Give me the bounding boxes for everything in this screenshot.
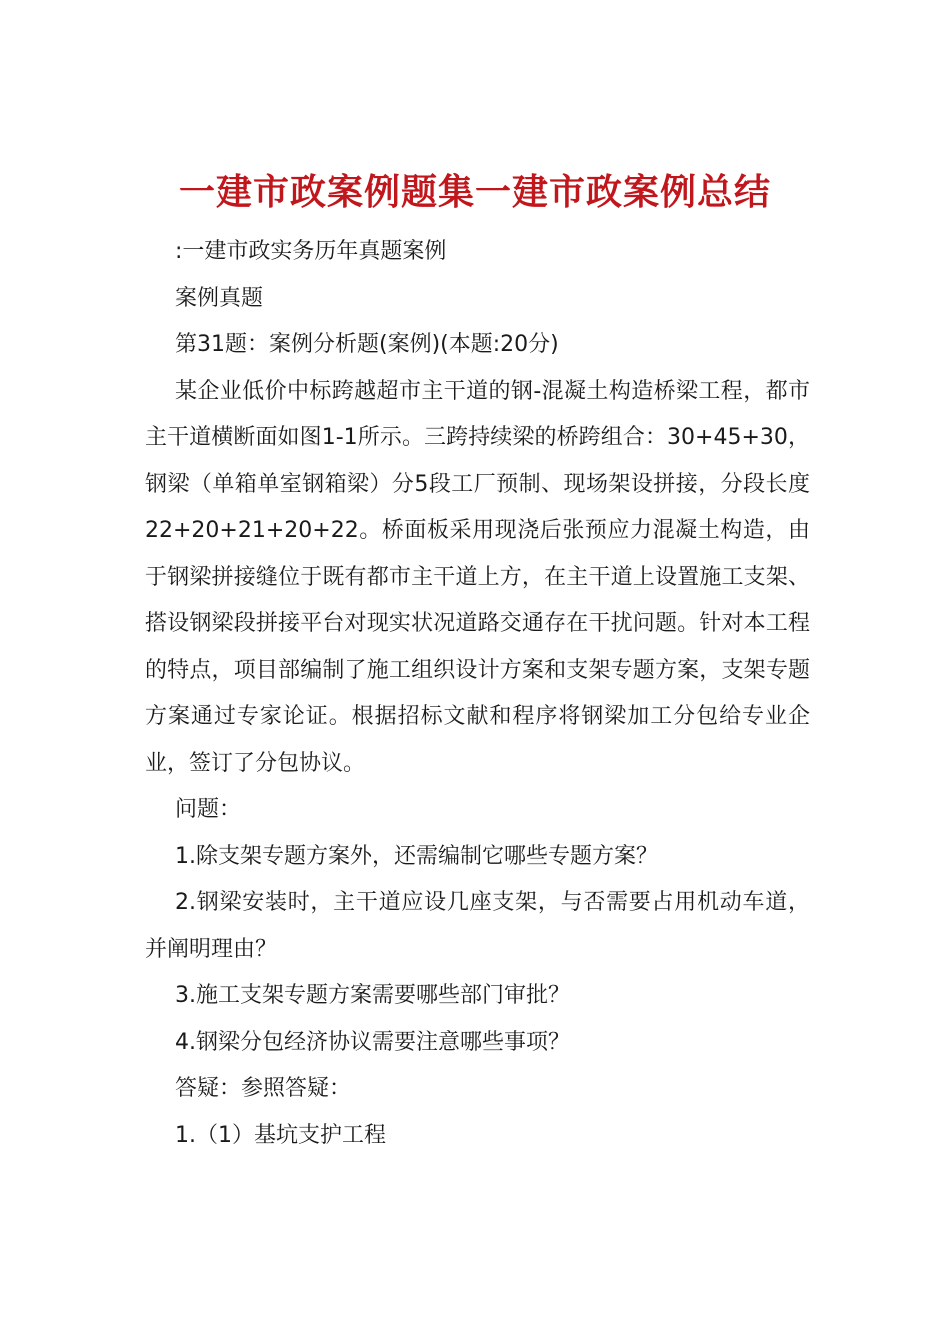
paragraph-subtitle: :一建市政实务历年真题案例 [175,239,447,264]
paragraph-question-header: 第31题：案例分析题(案例)(本题:20分) [175,332,559,357]
document-title: 一建市政案例题集一建市政案例总结 [178,172,771,214]
paragraph-questions-label: 问题： [175,797,242,822]
paragraph-answer-label: 答疑：参照答疑： [175,1076,352,1101]
paragraph-section-heading: 案例真题 [175,285,264,311]
paragraph-question-2: 2.钢梁安装时，主干道应设几座支架，与否需要占用机动车道，并阐明理由？ [145,890,810,962]
document-body [145,229,810,1159]
paragraph-case-description: 某企业低价中标跨越超市主干道的钢-混凝土构造桥梁工程，都市主干道横断面如图1-1所示。三跨持续梁的桥跨组合：30+45+30，钢梁（单箱单室钢箱梁）分5段工厂预制、现场架设拼接，分段长度22+20+21+20+22。桥面板采用现浇后张预应力混凝土构造，由于钢梁拼接缝位于既有都市主干道上方，在主干道上设置施工支架、搭设钢梁段拼接平台对现实状况道路交通存在干扰问题。针对本工程的特点，项目部编制了施工组织设计方案和支架专题方案，支架专题方案通过专家论证。根据招标文献和程序将钢梁加工分包给专业企业，签订了分包协议。 [145,378,810,776]
paragraph-question-3: 3.施工支架专题方案需要哪些部门审批？ [175,983,570,1008]
paragraph-question-4: 4.钢梁分包经济协议需要注意哪些事项？ [175,1029,570,1055]
paragraph-answer-1: 1.（1）基坑支护工程 [175,1122,386,1148]
paragraph-question-1: 1.除支架专题方案外，还需编制它哪些专题方案？ [175,843,658,869]
